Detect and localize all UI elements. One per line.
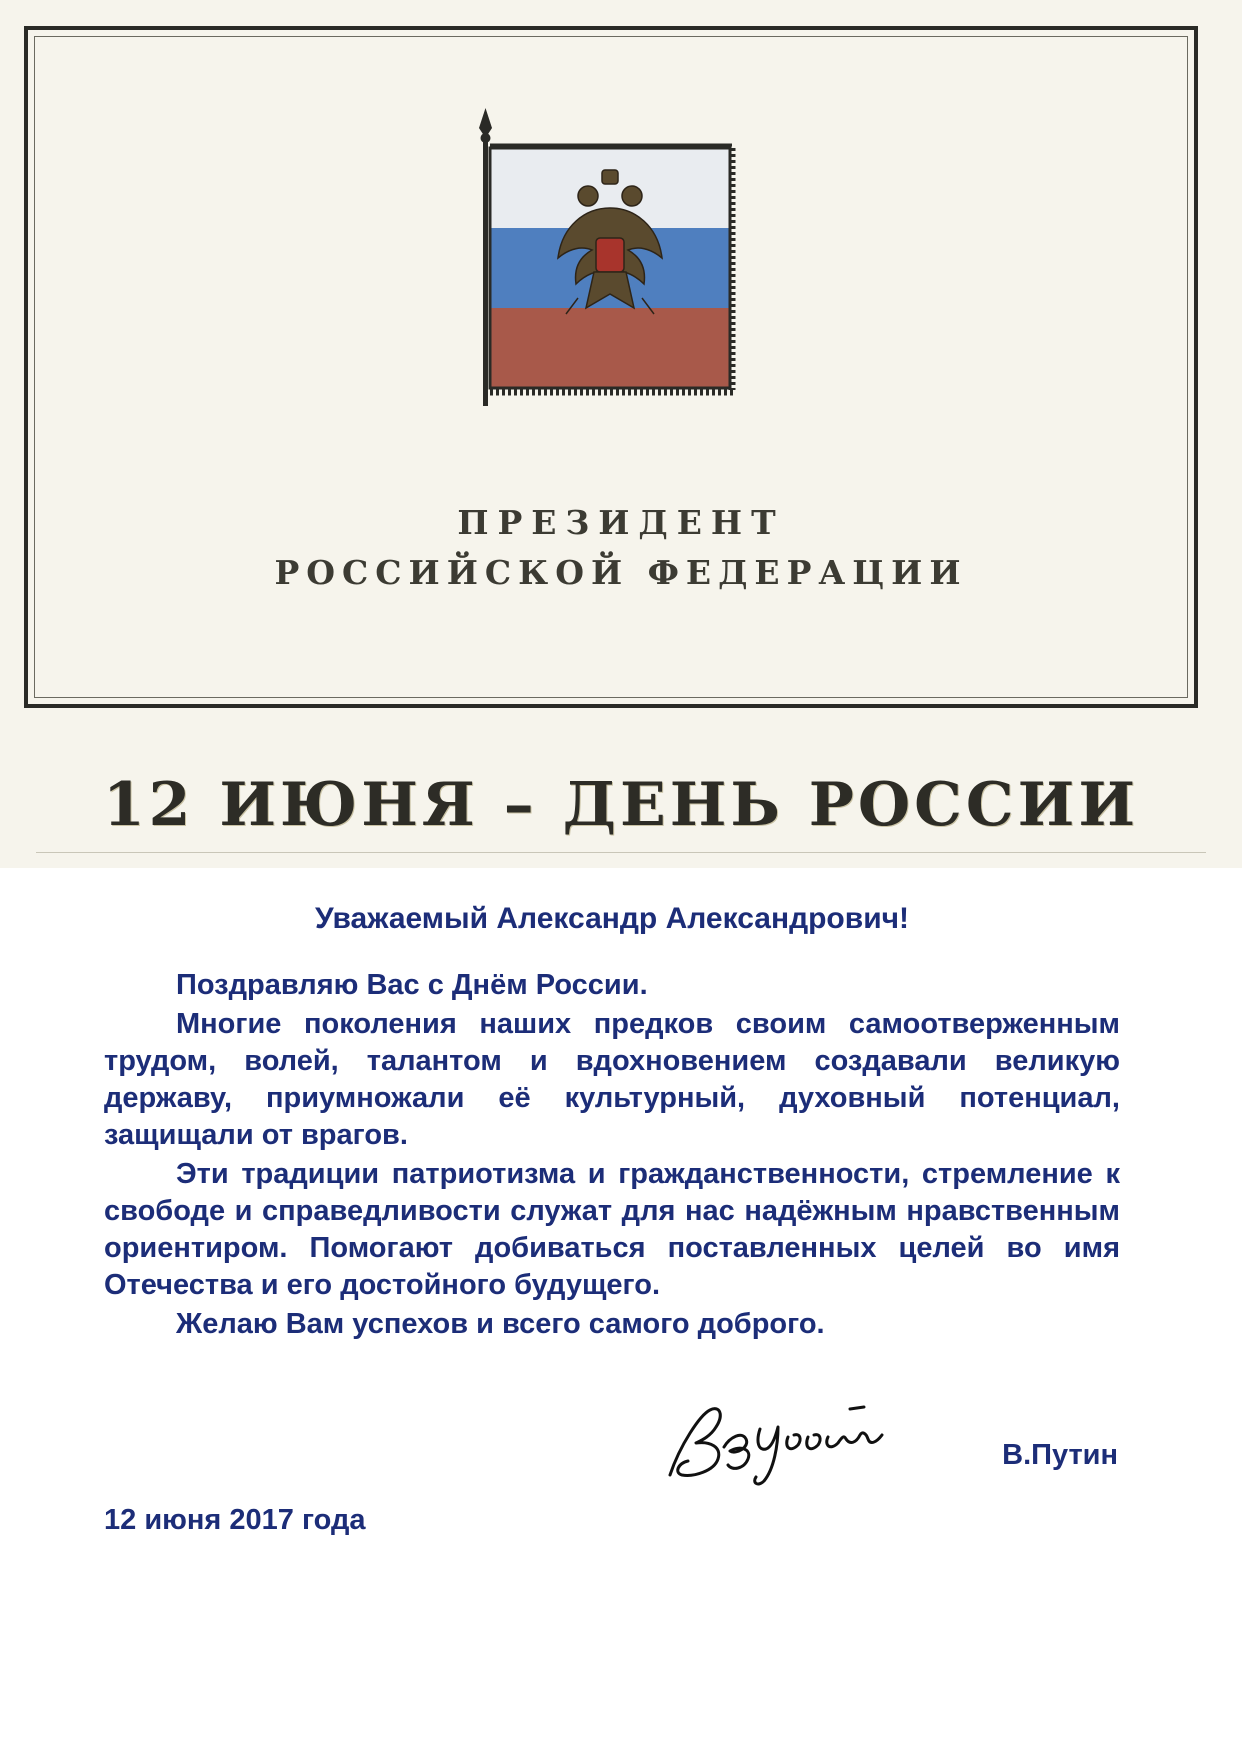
divider: [36, 852, 1206, 853]
flag-emblem: [470, 108, 750, 408]
signature-block: [660, 1385, 1120, 1505]
letter-date: 12 июня 2017 года: [104, 1504, 366, 1536]
russian-flag-icon: [470, 108, 750, 408]
card-title: 12 ИЮНЯ – ДЕНЬ РОССИИ: [102, 770, 1140, 840]
letter-paragraph: Поздравляю Вас с Днём России.: [176, 969, 648, 1001]
letter-paragraph: Желаю Вам успехов и всего самого доброго.: [176, 1308, 825, 1340]
letter-body: [104, 900, 1120, 1345]
handwritten-signature-icon: [660, 1385, 960, 1495]
signer-name: В.Путин: [1002, 1439, 1118, 1471]
letter-paragraph: Эти традиции патриотизма и гражданственности, стремление к свободе и справедливости служат для нас надёжным нравственным ориентиром. Помогают добиваться поставленных целей во имя Отечества и его достойного будущего.: [104, 1158, 1120, 1301]
header-president: ПРЕЗИДЕНТ: [457, 503, 785, 542]
header-federation: РОССИЙСКОЙ ФЕДЕРАЦИИ: [274, 553, 968, 592]
card-top: [0, 0, 1242, 868]
letter-paragraph: Многие поколения наших предков своим самоотверженным трудом, волей, талантом и вдохновением создавали великую державу, приумножали её культурный, духовный потенциал, защищали от врагов.: [104, 1008, 1120, 1151]
salutation: Уважаемый Александр Александрович!: [314, 902, 910, 935]
